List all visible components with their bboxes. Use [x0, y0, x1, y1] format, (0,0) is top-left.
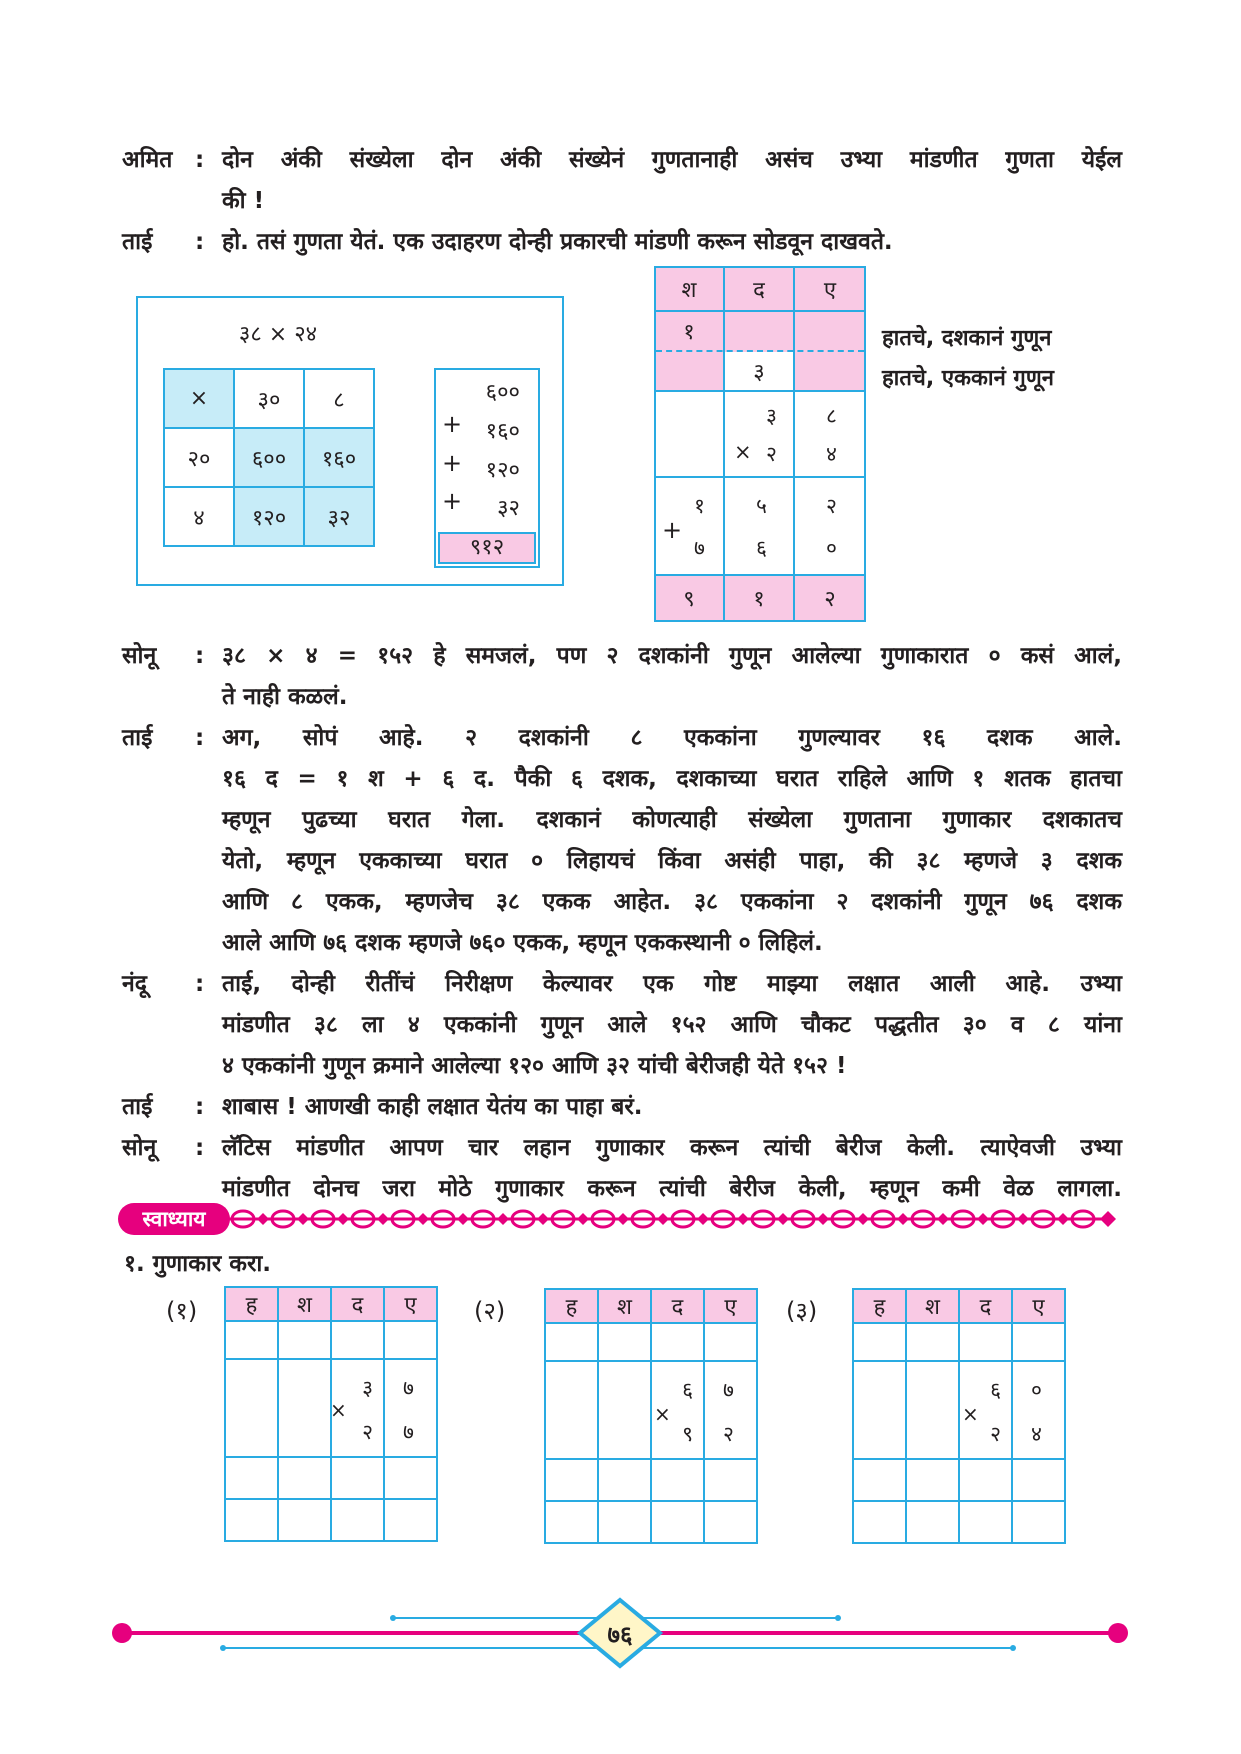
grid-header-cell: ८ — [304, 369, 374, 428]
answer-cell[interactable] — [278, 1359, 331, 1457]
column-separator — [793, 266, 795, 622]
colon: : — [195, 1135, 205, 1161]
grid-product-cell: १२० — [234, 487, 304, 546]
dialogue-line: १६ द = १ श + ६ द. पैकी ६ दशक, दशकाच्या घरात राहिले आणि १ शतक हातचा — [222, 766, 1122, 792]
answer-cell[interactable] — [384, 1457, 437, 1499]
dialogue-amit — [122, 140, 1122, 222]
grid-method-box — [136, 296, 564, 586]
sum-item: ३२ — [497, 496, 520, 521]
answer-cell[interactable] — [704, 1501, 757, 1543]
dialogue-text — [222, 1087, 1122, 1128]
col-header: द — [331, 1287, 384, 1321]
digit: ७ — [403, 1376, 414, 1400]
digit: २ — [826, 494, 837, 518]
grid-header-cell: × — [164, 369, 234, 428]
result-digit: १ — [753, 587, 765, 612]
dialogue-text — [222, 140, 1122, 222]
digit: ६ — [990, 1378, 1001, 1402]
digit: ६ — [756, 536, 767, 560]
sum-item: १६० — [485, 419, 520, 444]
col-header: श — [278, 1287, 331, 1321]
dialogue-line: आले आणि ७६ दशक म्हणजे ७६० एकक, म्हणून एककस्थानी ० लिहिलं. — [222, 930, 823, 956]
dialogue-line: आणि ८ एकक, म्हणजेच ३८ एकक आहेत. ३८ एककांना २ दशकांनी गुणून ७६ दशक — [222, 889, 1122, 915]
answer-cell[interactable] — [598, 1501, 651, 1543]
col-header-tens: द — [753, 278, 765, 303]
dialogue-line: हो. तसं गुणता येतं. एक उदाहरण दोन्ही प्रकारची मांडणी करून सोडवून दाखवते. — [222, 229, 893, 255]
digit-cell — [704, 1361, 757, 1459]
exercise-title: १. गुणाकार करा. — [124, 1251, 272, 1277]
grid-product-cell: ६०० — [234, 428, 304, 487]
digit: २ — [990, 1422, 1001, 1446]
speaker-name: ताई — [122, 1094, 153, 1120]
speaker-name: सोनू — [122, 1135, 157, 1161]
dialogue-tai-2 — [122, 718, 1122, 964]
dialogue-text — [222, 1128, 1122, 1210]
dialogue-tai-3 — [122, 1087, 1122, 1128]
answer-cell[interactable] — [651, 1459, 704, 1501]
digit: ७ — [723, 1378, 734, 1402]
dialogue-line: मांडणीत दोनच जरा मोठे गुणाकार करून त्यांची बेरीज केली, म्हणून कमी वेळ लागला. — [222, 1176, 1122, 1202]
digit: ७ — [403, 1420, 414, 1444]
digit: ९ — [682, 1422, 693, 1446]
page-footer — [110, 1588, 1130, 1678]
carry-digit: ३ — [753, 360, 765, 385]
answer-cell[interactable] — [1012, 1501, 1065, 1543]
answer-cell[interactable] — [853, 1459, 906, 1501]
dialogue-line: लॅटिस मांडणीत आपण चार लहान गुणाकार करून त्यांची बेरीज केली. त्याऐवजी उभ्या — [222, 1135, 1122, 1161]
page-number: ७६ — [607, 1621, 633, 1649]
answer-cell[interactable] — [545, 1459, 598, 1501]
digit: ० — [1031, 1378, 1042, 1402]
dialogue-line: की ! — [222, 188, 265, 214]
grid-row-label: २० — [164, 428, 234, 487]
col-header-ones: ए — [823, 278, 837, 303]
digit-cell — [331, 1359, 384, 1457]
times-sign: × — [734, 440, 752, 464]
col-header-hundreds: श — [681, 278, 697, 303]
col-header: श — [598, 1289, 651, 1323]
answer-cell[interactable] — [278, 1457, 331, 1499]
dialogue-tai — [122, 222, 1122, 263]
answer-cell[interactable] — [1012, 1323, 1065, 1361]
answer-cell[interactable] — [545, 1501, 598, 1543]
digit: ७ — [694, 536, 705, 560]
digit: ५ — [756, 494, 767, 518]
answer-cell[interactable] — [278, 1499, 331, 1541]
answer-cell[interactable] — [225, 1359, 278, 1457]
grid-method-table — [163, 368, 375, 547]
result-digit: २ — [824, 587, 836, 612]
answer-cell[interactable] — [384, 1499, 437, 1541]
dialogue-text — [222, 718, 1122, 964]
digit: २ — [766, 442, 777, 466]
dialogue-line: ते नाही कळलं. — [222, 684, 348, 710]
exercise-label: (३) — [786, 1297, 818, 1325]
grid-sum-box — [434, 368, 540, 568]
answer-cell[interactable] — [225, 1457, 278, 1499]
answer-cell[interactable] — [331, 1499, 384, 1541]
section-banner — [118, 1202, 1118, 1236]
col-header: ह — [853, 1289, 906, 1323]
answer-cell[interactable] — [906, 1459, 959, 1501]
answer-cell[interactable] — [853, 1501, 906, 1543]
answer-cell[interactable] — [598, 1459, 651, 1501]
answer-cell[interactable] — [278, 1321, 331, 1359]
dialogue-text — [222, 636, 1122, 718]
dialogue-nandu — [122, 964, 1122, 1087]
speaker-name: नंदू — [122, 971, 147, 997]
carry-digit: १ — [683, 320, 695, 345]
plus-sign: + — [442, 449, 463, 477]
dialogue-sonu — [122, 636, 1122, 718]
digit: १ — [694, 494, 705, 518]
answer-cell[interactable] — [545, 1361, 598, 1459]
col-header: ए — [1012, 1289, 1065, 1323]
exercise-grid — [544, 1288, 758, 1544]
answer-cell[interactable] — [331, 1321, 384, 1359]
dialogue-line: ४ एककांनी गुणून क्रमाने आलेल्या १२० आणि ३२ यांची बेरीजही येते १५२ ! — [222, 1053, 847, 1079]
times-sign: × — [654, 1402, 671, 1426]
dialogue-line: ३८ × ४ = १५२ हे समजलं, पण २ दशकांनी गुणून आलेल्या गुणाकारात ० कसं आलं, — [222, 643, 1122, 669]
dialogue-line: दोन अंकी संख्येला दोन अंकी संख्येनं गुणतानाही असंच उभ्या मांडणीत गुणता येईल — [222, 147, 1122, 173]
plus-sign: + — [442, 487, 463, 515]
answer-cell[interactable] — [1012, 1459, 1065, 1501]
colon: : — [195, 229, 205, 255]
answer-cell[interactable] — [225, 1321, 278, 1359]
answer-cell[interactable] — [545, 1323, 598, 1361]
answer-cell[interactable] — [906, 1501, 959, 1543]
sum-item: १२० — [485, 458, 520, 483]
answer-cell[interactable] — [651, 1323, 704, 1361]
times-sign: × — [330, 1398, 347, 1422]
digit: ३ — [766, 404, 777, 428]
col-header: द — [959, 1289, 1012, 1323]
exercise-label: (१) — [166, 1297, 198, 1325]
answer-cell[interactable] — [651, 1501, 704, 1543]
speaker-name: सोनू — [122, 643, 157, 669]
digit: ४ — [1031, 1422, 1042, 1446]
digit: ६ — [682, 1378, 693, 1402]
dialogue-line: मांडणीत ३८ ला ४ एककांनी गुणून आले १५२ आणि चौकट पद्धतीत ३० व ८ यांना — [222, 1012, 1122, 1038]
times-sign: × — [962, 1402, 979, 1426]
digit-cell — [384, 1359, 437, 1457]
speaker-name: ताई — [122, 725, 153, 751]
dialogue-line: अग, सोपं आहे. २ दशकांनी ८ एककांना गुणल्यावर १६ दशक आले. — [222, 725, 1122, 751]
dialogue-line: येतो, म्हणून एककाच्या घरात ० लिहायचं किंवा असंही पाहा, की ३८ म्हणजे ३ दशक — [222, 848, 1122, 874]
answer-cell[interactable] — [384, 1321, 437, 1359]
answer-cell[interactable] — [853, 1323, 906, 1361]
chain-decoration-icon — [118, 1202, 1118, 1236]
section-label: स्वाध्याय — [142, 1207, 206, 1231]
grid-row-label: ४ — [164, 487, 234, 546]
answer-cell[interactable] — [704, 1323, 757, 1361]
digit: २ — [362, 1420, 373, 1444]
result-digit: ९ — [683, 587, 695, 612]
answer-cell[interactable] — [959, 1501, 1012, 1543]
dialogue-text — [222, 222, 1122, 263]
sum-total: ९१२ — [438, 532, 536, 564]
answer-cell[interactable] — [225, 1499, 278, 1541]
answer-cell[interactable] — [906, 1323, 959, 1361]
grid-product-cell: १६० — [304, 428, 374, 487]
answer-cell[interactable] — [853, 1361, 906, 1459]
col-header: ए — [384, 1287, 437, 1321]
plus-sign: + — [662, 516, 683, 544]
exercise-grid — [224, 1286, 438, 1542]
colon: : — [195, 725, 205, 751]
digit: ४ — [826, 442, 837, 466]
colon: : — [195, 147, 205, 173]
answer-cell[interactable] — [331, 1457, 384, 1499]
carry-note: हातचे, एककानं गुणून — [882, 366, 1054, 391]
carry-note: हातचे, दशकानं गुणून — [882, 326, 1052, 351]
col-header: ए — [704, 1289, 757, 1323]
column-separator — [723, 266, 725, 622]
speaker-name: अमित — [122, 147, 173, 173]
grid-header-cell: ३० — [234, 369, 304, 428]
colon: : — [195, 1094, 205, 1120]
answer-cell[interactable] — [959, 1323, 1012, 1361]
digit: ३ — [362, 1376, 373, 1400]
colon: : — [195, 643, 205, 669]
sum-item: ६०० — [485, 380, 520, 405]
digit: ० — [826, 536, 837, 560]
dialogue-line: म्हणून पुढच्या घरात गेला. दशकानं कोणत्याही संख्येला गुणताना गुणाकार दशकातच — [222, 807, 1122, 833]
col-header: द — [651, 1289, 704, 1323]
plus-sign: + — [442, 410, 463, 438]
col-header: श — [906, 1289, 959, 1323]
digit: २ — [723, 1422, 734, 1446]
grid-product-cell: ३२ — [304, 487, 374, 546]
colon: : — [195, 971, 205, 997]
digit: ८ — [826, 404, 837, 428]
digit-cell — [1012, 1361, 1065, 1459]
answer-cell[interactable] — [598, 1361, 651, 1459]
digit-cell — [959, 1361, 1012, 1459]
digit-cell — [651, 1361, 704, 1459]
grid-method-title: ३८ × २४ — [238, 322, 318, 347]
speaker-name: ताई — [122, 229, 153, 255]
dialogue-line: ताई, दोन्ही रीतींचं निरीक्षण केल्यावर एक गोष्ट माझ्या लक्षात आली आहे. उभ्या — [222, 971, 1122, 997]
answer-cell[interactable] — [959, 1459, 1012, 1501]
answer-cell[interactable] — [704, 1459, 757, 1501]
dialogue-sonu-2 — [122, 1128, 1122, 1210]
answer-cell[interactable] — [598, 1323, 651, 1361]
exercise-grid — [852, 1288, 1066, 1544]
exercise-label: (२) — [474, 1297, 506, 1325]
dialogue-line: शाबास ! आणखी काही लक्षात येतंय का पाहा बरं. — [222, 1094, 643, 1120]
vertical-method — [654, 266, 866, 628]
answer-cell[interactable] — [906, 1361, 959, 1459]
col-header: ह — [545, 1289, 598, 1323]
dialogue-text — [222, 964, 1122, 1087]
col-header: ह — [225, 1287, 278, 1321]
